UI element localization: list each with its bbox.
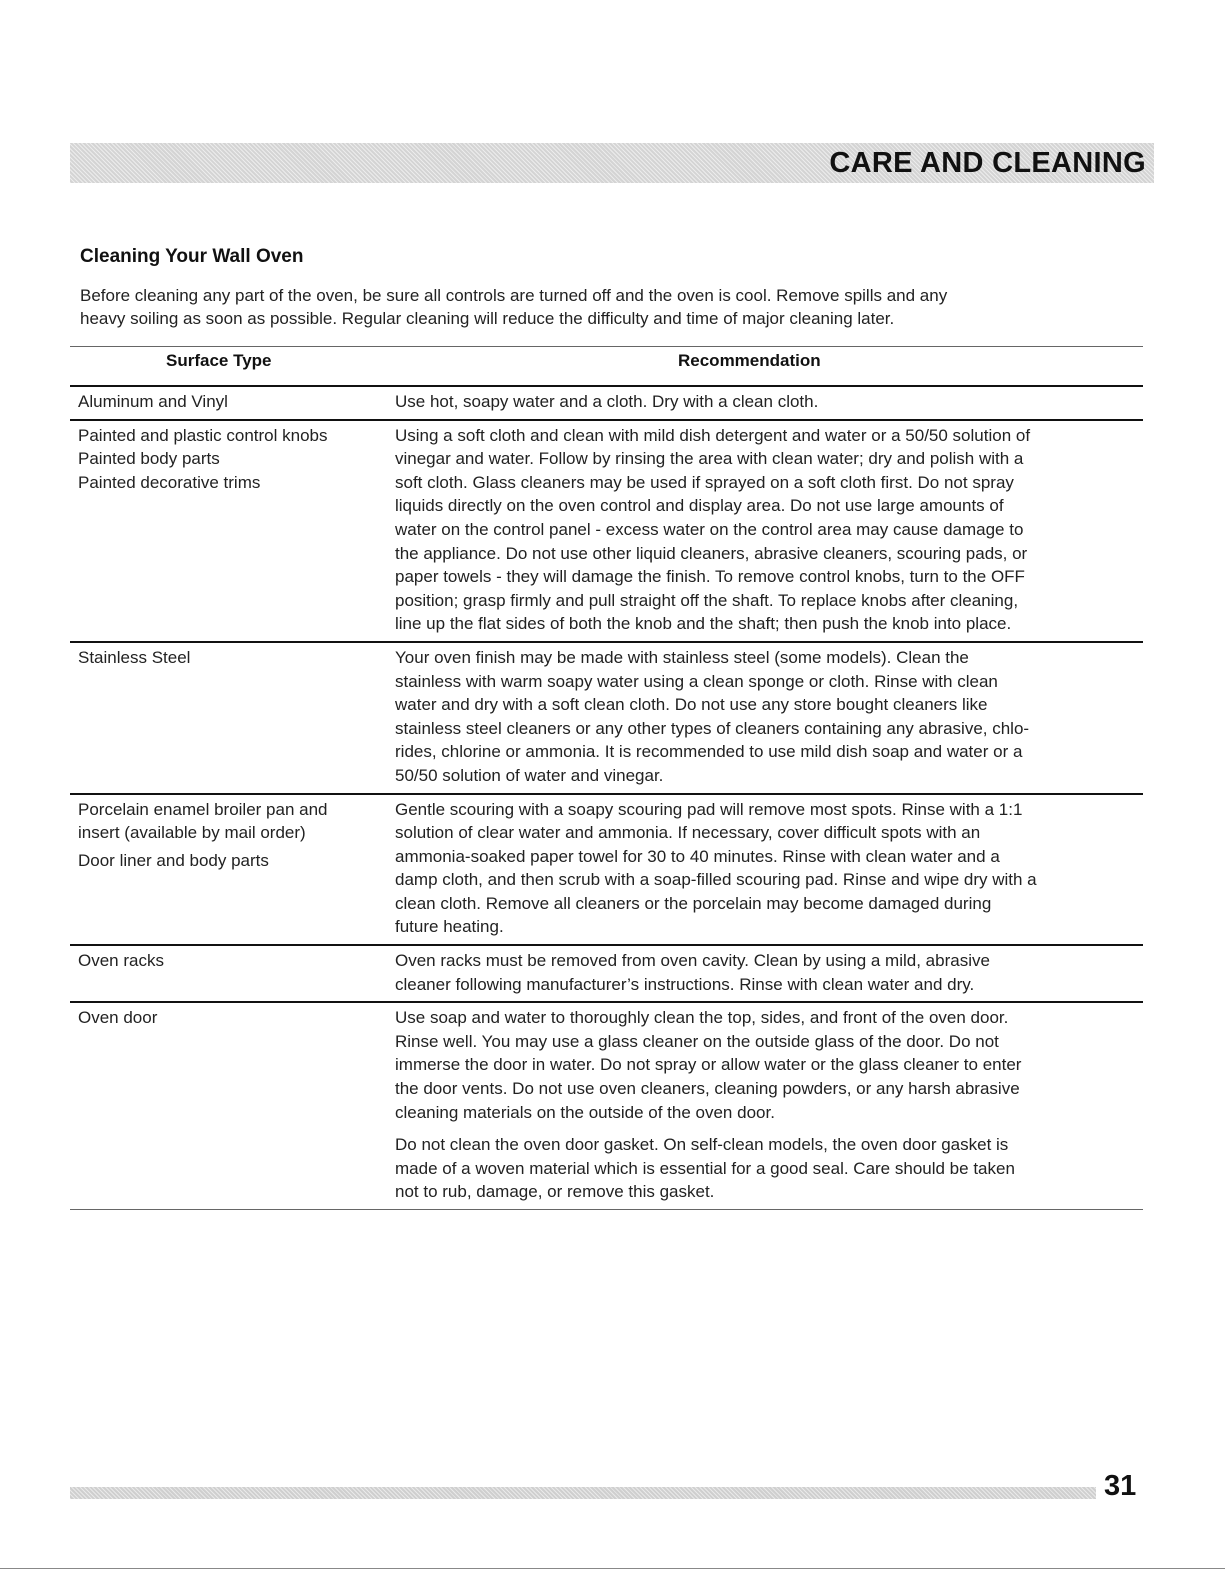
surface-cell <box>70 949 395 996</box>
recommendation-line: paper towels - they will damage the finish. To remove control knobs, turn to the OFF <box>395 567 1025 587</box>
recommendation-line: stainless with warm soapy water using a clean sponge or cloth. Rinse with clean <box>395 671 998 691</box>
surface-line: Oven door <box>78 1008 158 1028</box>
page-edge-divider <box>0 1568 1225 1569</box>
recommendation-line: 50/50 solution of water and vinegar. <box>395 765 664 785</box>
recommendation-line: Use hot, soapy water and a cloth. Dry with a clean cloth. <box>395 392 819 411</box>
recommendation-line: liquids directly on the oven control and display area. Do not use large amounts of <box>395 496 1004 516</box>
section-title: Cleaning Your Wall Oven <box>80 246 304 267</box>
recommendation-line: Do not clean the oven door gasket. On self-clean models, the oven door gasket is <box>395 1135 1009 1155</box>
recommendation-line: damp cloth, and then scrub with a soap-filled scouring pad. Rinse and wipe dry with a <box>395 870 1037 890</box>
recommendation-line: Gentle scouring with a soapy scouring pad will remove most spots. Rinse with a 1:1 <box>395 799 1023 819</box>
surface-cell <box>70 1006 395 1204</box>
table-row <box>70 421 1143 643</box>
recommendation-line: cleaner following manufacturer’s instructions. Rinse with clean water and dry. <box>395 974 975 994</box>
surface-line: Painted and plastic control knobs <box>78 425 328 445</box>
surface-line: Porcelain enamel broiler pan and <box>78 799 328 819</box>
surface-line: Painted body parts <box>78 449 220 469</box>
recommendation-line: clean cloth. Remove all cleaners or the porcelain may become damaged during <box>395 893 992 913</box>
recommendation-cell <box>395 646 1143 788</box>
recommendation-line: made of a woven material which is essential for a good seal. Care should be taken <box>395 1158 1015 1178</box>
surface-cell <box>70 424 395 636</box>
section-header-band <box>70 143 1154 183</box>
surface-line: Aluminum and Vinyl <box>78 392 228 411</box>
recommendation-line: stainless steel cleaners or any other types of cleaners containing any abrasive, chlo- <box>395 718 1030 738</box>
recommendation-line: ammonia-soaked paper towel for 30 to 40 minutes. Rinse with clean water and a <box>395 846 1000 866</box>
table-header <box>70 346 1143 387</box>
column-header-surface-type: Surface Type <box>166 351 272 370</box>
intro-line: Before cleaning any part of the oven, be sure all controls are turned off and the oven is cool. Remove spills and any <box>80 286 948 305</box>
recommendation-line: vinegar and water. Follow by rinsing the area with clean water; dry and polish with a <box>395 449 1024 469</box>
surface-line: Door liner and body parts <box>78 850 269 870</box>
recommendation-line: not to rub, damage, or remove this gasket. <box>395 1182 715 1202</box>
table-row <box>70 1003 1143 1210</box>
table-row <box>70 795 1143 947</box>
surface-cell <box>70 798 395 940</box>
recommendation-line: immerse the door in water. Do not spray or allow water or the glass cleaner to enter <box>395 1055 1022 1075</box>
recommendation-line: Use soap and water to thoroughly clean the top, sides, and front of the oven door. <box>395 1008 1009 1028</box>
surface-line: Painted decorative trims <box>78 472 261 492</box>
recommendation-line: future heating. <box>395 917 504 937</box>
table-row <box>70 643 1143 795</box>
surface-line: Stainless Steel <box>78 647 191 667</box>
page-number: 31 <box>1104 1470 1137 1502</box>
intro-paragraph <box>80 284 1140 330</box>
recommendation-line: the appliance. Do not use other liquid cleaners, abrasive cleaners, scouring pads, or <box>395 543 1028 563</box>
recommendation-line: water and dry with a soft clean cloth. Do not use any store bought cleaners like <box>395 695 988 715</box>
table-row <box>70 946 1143 1003</box>
recommendation-line: line up the flat sides of both the knob and the shaft; then push the knob into place. <box>395 614 1012 634</box>
recommendation-line: Using a soft cloth and clean with mild dish detergent and water or a 50/50 solution of <box>395 425 1031 445</box>
cleaning-table <box>70 346 1143 1210</box>
recommendation-cell <box>395 949 1143 996</box>
recommendation-line: rides, chlorine or ammonia. It is recommended to use mild dish soap and water or a <box>395 742 1023 762</box>
recommendation-line: Oven racks must be removed from oven cavity. Clean by using a mild, abrasive <box>395 951 990 971</box>
surface-line: Oven racks <box>78 951 164 971</box>
recommendation-line: Rinse well. You may use a glass cleaner on the outside glass of the door. Do not <box>395 1031 999 1051</box>
surface-cell <box>70 390 395 414</box>
recommendation-paragraph-2 <box>395 1133 1137 1204</box>
footer-band <box>70 1487 1096 1499</box>
column-header-recommendation: Recommendation <box>678 351 821 370</box>
recommendation-cell <box>395 424 1143 636</box>
recommendation-line: solution of clear water and ammonia. If necessary, cover difficult spots with an <box>395 823 981 843</box>
recommendation-line: position; grasp firmly and pull straight off the shaft. To replace knobs after cleaning, <box>395 590 1019 610</box>
table-row <box>70 387 1143 421</box>
recommendation-line: water on the control panel - excess water on the control area may cause damage to <box>395 519 1024 539</box>
recommendation-cell <box>395 1006 1143 1204</box>
surface-cell <box>70 646 395 788</box>
intro-line: heavy soiling as soon as possible. Regular cleaning will reduce the difficulty and time of major cleaning later. <box>80 309 895 328</box>
surface-line: insert (available by mail order) <box>78 823 306 843</box>
recommendation-line: soft cloth. Glass cleaners may be used if sprayed on a soft cloth first. Do not spray <box>395 472 1014 492</box>
recommendation-line: cleaning materials on the outside of the oven door. <box>395 1102 775 1122</box>
recommendation-line: Your oven finish may be made with stainless steel (some models). Clean the <box>395 647 969 667</box>
recommendation-cell <box>395 798 1143 940</box>
recommendation-line: the door vents. Do not use oven cleaners, cleaning powders, or any harsh abrasive <box>395 1079 1020 1099</box>
recommendation-cell <box>395 390 1143 414</box>
chapter-title: CARE AND CLEANING <box>829 147 1146 179</box>
